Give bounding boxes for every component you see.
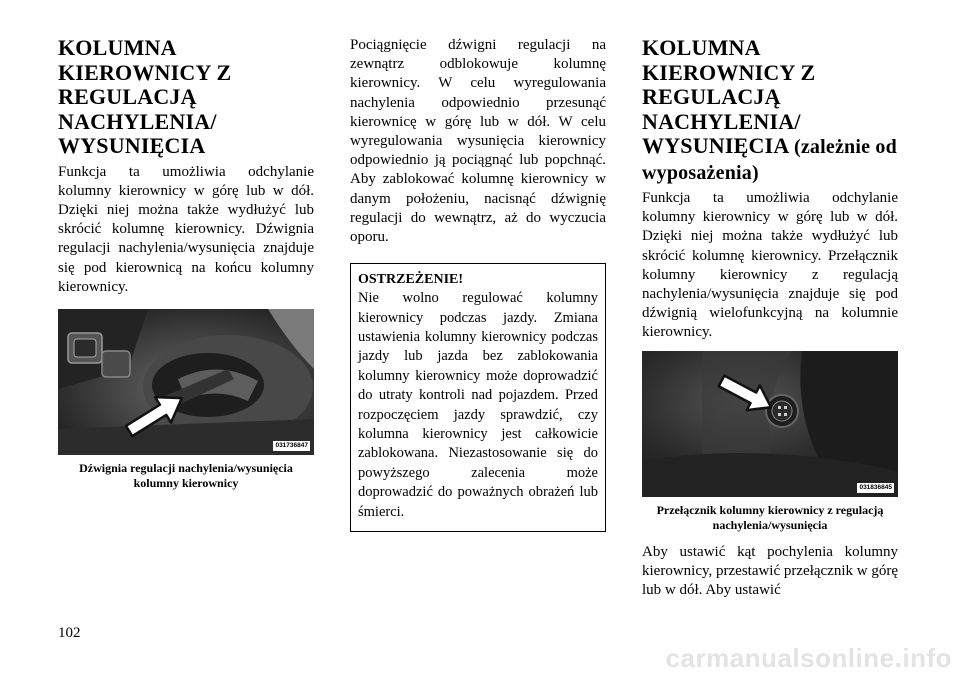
warning-box <box>350 263 606 532</box>
watermark-text: carmanualsonline.info <box>665 643 952 673</box>
switch-photo-illustration <box>642 351 898 497</box>
photo-reference-code: 031736847 <box>275 441 308 449</box>
photo-caption: Dźwignia regulacji nachylenia/wysunięcia kolumny kierownicy <box>79 460 293 490</box>
section-heading: KOLUMNA KIEROWNICY Z REGULACJĄ NACHYLENIA/ WYSUNIĘCIA <box>58 35 232 158</box>
lever-photo-illustration <box>58 309 314 455</box>
heading-suffix: (zależnie od wyposażenia) <box>642 136 897 184</box>
heading-main: KOLUMNA KIEROWNICY Z REGULACJĄ NACHYLENIA/ WYSUNIĘCIA <box>642 35 816 158</box>
intro-paragraph-switch: Funkcja ta umożliwia odchylanie kolumny kierownicy w górę lub w dół. Dzięki niej można także wydłużyć lub skrócić kolumnę kierownicy. Przełącznik kolumny kierownicy z regulacją nachylenia/wysunięcia znajduje się pod dźwignią wielofunkcyjną na kolumnie kierownicy. <box>642 190 898 341</box>
intro-paragraph: Funkcja ta umożliwia odchylanie kolumny kierownicy w górę lub w dół. Dzięki niej można także wydłużyć lub skrócić kolumnę kierownicy. Dźwignia regulacji nachylenia/wysunięcia znajduje się pod kierownicą na końcu kolumny kierownicy. <box>58 163 314 295</box>
adjust-paragraph: Aby ustawić kąt pochylenia kolumny kierownicy, przestawić przełącznik w górę lub w dół. Aby ustawić <box>642 543 898 599</box>
column-middle <box>350 36 606 532</box>
lever-photo <box>58 309 314 455</box>
page-number: 102 <box>58 625 81 641</box>
column-right <box>642 36 898 600</box>
switch-photo <box>642 351 898 497</box>
section-heading-optional <box>642 36 898 185</box>
warning-text: Nie wolno regulować kolumny kierownicy podczas jazdy. Zmiana ustawienia kolumny kierownicy podczas jazdy lub jazda bez zablokowania kolumny kierownicy może doprowadzić do utraty kontroli nad pojazdem. Przed rozpoczęciem jazdy sprawdzić, czy kolumna kierownicy jest całkowicie zablokowana. Niezastosowanie się do powyższego zalecenia może doprowadzić do poważnych obrażeń lub śmierci. <box>358 290 598 520</box>
photo-reference-code: 031836845 <box>859 483 892 491</box>
warning-title: OSTRZEŻENIE! <box>358 272 464 288</box>
column-left <box>58 36 314 491</box>
photo-caption: Przełącznik kolumny kierownicy z regulacją nachylenia/wysunięcia <box>656 502 884 532</box>
lever-paragraph: Pociągnięcie dźwigni regulacji na zewnątrz odblokowuje kolumnę kierownicy. W celu wyregulowania nachylenia odpowiednio przesunąć kierownicę w górę lub w dół. W celu wyregulowania wysunięcia kierownicy odpowiednio ją pociągnąć lub popchnąć. Aby zablokować kolumnę kierownicy w danym położeniu, nacisnąć dźwignię regulacji do wewnątrz, aż do wyczucia oporu. <box>350 37 606 246</box>
